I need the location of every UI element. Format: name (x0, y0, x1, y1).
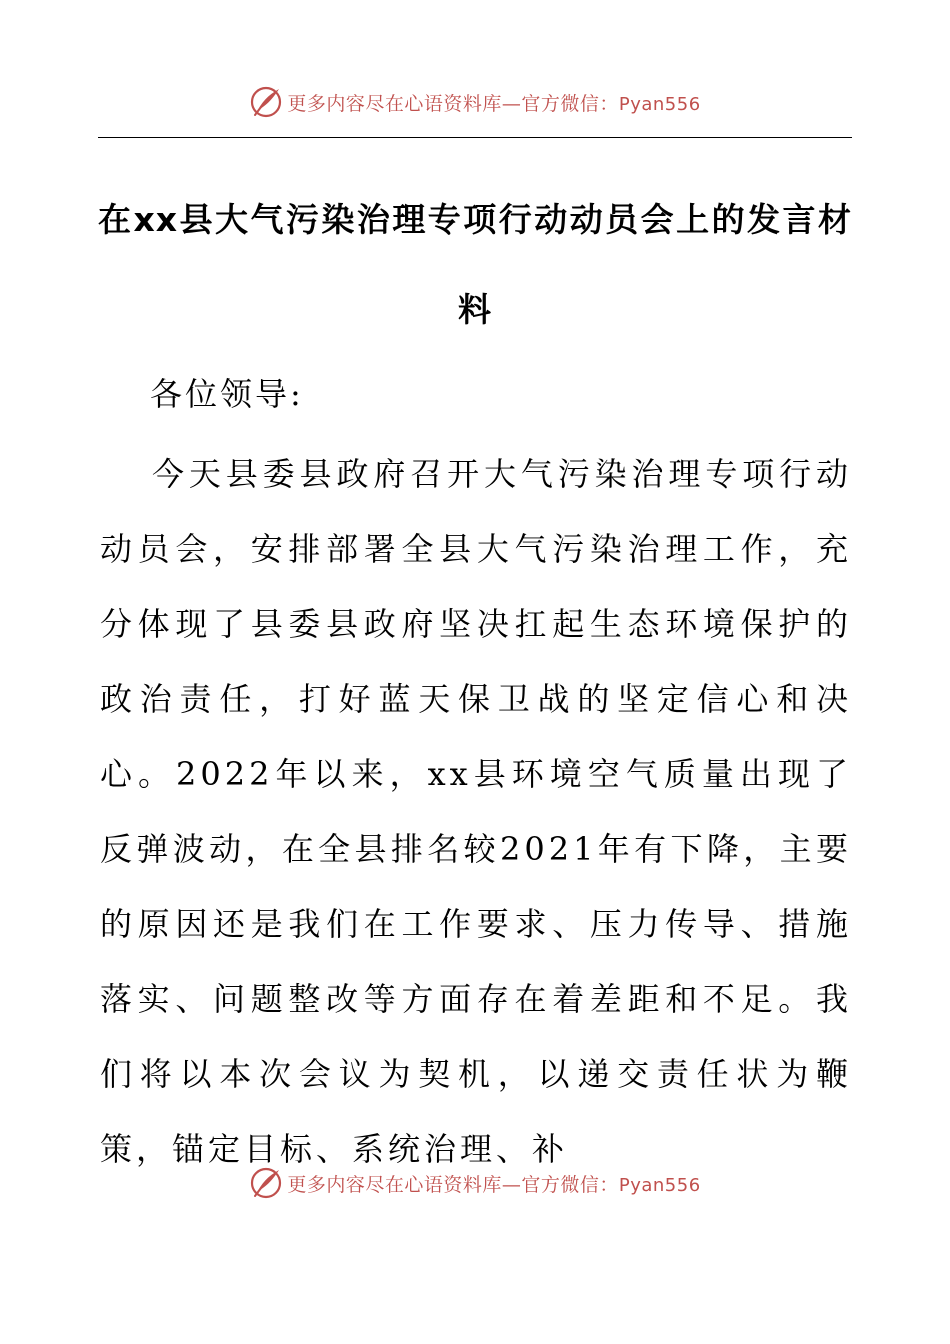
quill-logo-icon (249, 85, 283, 119)
wechat-id: Pyan556 (618, 93, 701, 115)
banner-text: 更多内容尽在心语资料库—官方微信：Pyan556 (287, 92, 701, 115)
banner-text: 更多内容尽在心语资料库—官方微信：Pyan556 (287, 1173, 701, 1196)
document-title: 在xx县大气污染治理专项行动动员会上的发言材料 (98, 200, 852, 329)
wechat-id: Pyan556 (618, 1174, 701, 1196)
quill-logo-icon (249, 1166, 283, 1200)
header-divider (98, 137, 852, 138)
salutation: 各位领导: (150, 375, 304, 413)
body-paragraph: 今天县委县政府召开大气污染治理专项行动动员会，安排部署全县大气污染治理工作，充分体现了县委县政府坚决扛起生态环境保护的政治责任，打好蓝天保卫战的坚定信心和决心。2022年以来，xx县环境空气质量出现了反弹波动，在全县排名较2021年有下降，主要的原因还是我们在工作要求、压力传导、措施落实、问题整改等方面存在着差距和不足。我们将以本次会议为契机，以递交责任状为鞭策，锚定目标、系统治理、补 (100, 455, 852, 1168)
footer-banner (0, 1163, 950, 1203)
header-banner (0, 82, 950, 122)
